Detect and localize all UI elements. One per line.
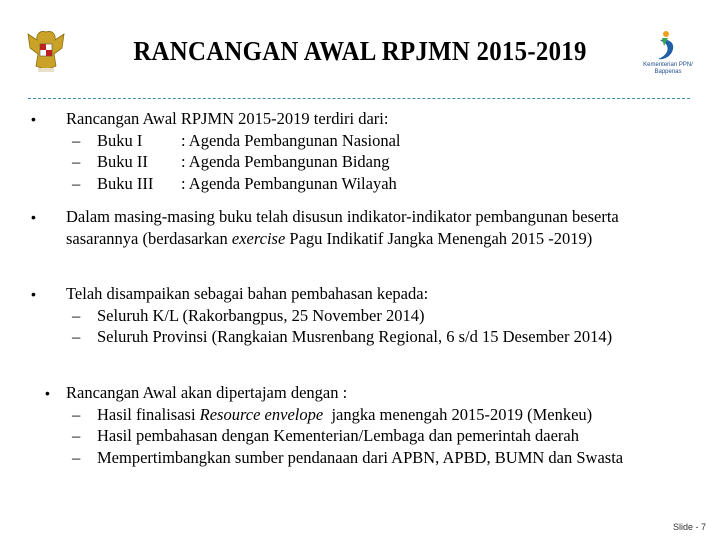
dash: – [72,305,81,325]
bullet-text: Rancangan Awal akan dipertajam dengan : [66,383,348,402]
dash: – [72,426,81,445]
dash: – [72,447,81,467]
sub-text: jangka menengah 2015-2019 (Menkeu) [323,404,593,424]
bullet-marker: • [31,111,36,127]
dash: – [72,130,81,150]
sub-item [66,305,666,327]
sub-text: Hasil pembahasan dengan Kementerian/Lembaga dan pemerintah daerah [97,426,579,445]
sub-item [66,404,676,426]
sub-item [66,326,666,348]
sub-label: Buku II [97,152,148,171]
dash: – [72,404,81,424]
text-italic: exercise [231,228,286,248]
sub-text: Seluruh Provinsi (Rangkaian Musrenbang Regional, 6 s/d 15 Desember 2014) [97,327,613,346]
sub-text: Seluruh K/L (Rakorbangpus, 25 November 2014) [97,305,425,325]
sub-item [66,447,657,469]
sub-item-buku-2 [66,151,696,173]
bappenas-logo [640,28,696,78]
text-part: Pagu Indikatif Jangka Menengah 2015 -2019) [285,228,593,248]
slide-number: Slide - 7 [672,522,706,532]
bullet-text: Rancangan Awal RPJMN 2015-2019 terdiri dari: [66,109,389,128]
dash: – [72,152,81,171]
dash: – [72,327,81,346]
sub-item-buku-3 [66,173,696,195]
header-divider [28,98,690,99]
sub-value: : Agenda Pembangunan Nasional [181,130,401,150]
sub-value: : Agenda Pembangunan Wilayah [181,173,397,193]
sub-text: Hasil finalisasi [97,404,200,424]
sub-value: : Agenda Pembangunan Bidang [181,152,390,171]
page-title: RANCANGAN AWAL RPJMN 2015-2019 [133,36,587,66]
sub-text: Mempertimbangkan sumber pendanaan dari APBN, APBD, BUMN dan Swasta [97,447,624,467]
text-part: Dalam masing-masing buku telah disusun indikator-indikator pembangunan beserta sasarannya (berdasarkan [66,207,619,248]
sub-label: Buku III [97,173,154,193]
dash: – [72,173,81,193]
sub-item-buku-1 [66,130,696,152]
sub-label: Buku I [97,130,143,150]
bullet-marker: • [45,385,50,401]
bullet-text: Telah disampaikan sebagai bahan pembahasan kepada: [66,284,429,303]
bullet-marker: • [31,209,36,225]
sub-text-italic: Resource envelope [199,404,324,424]
bullet-text [66,206,686,249]
bappenas-logo-text: Kementerian PPN/ Bappenas [643,62,693,75]
sub-item [66,425,676,447]
bullet-marker: • [31,286,36,302]
